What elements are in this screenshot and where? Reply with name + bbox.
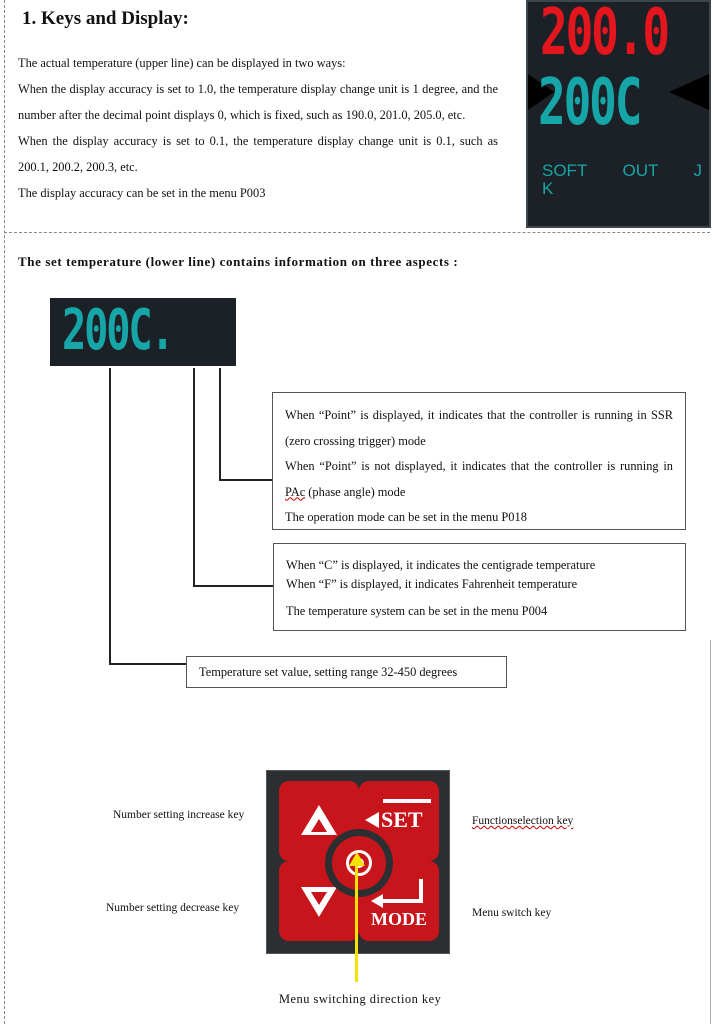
function-key-label: Functionselection key — [472, 815, 574, 827]
actual-temperature-readout: 200.0 — [540, 0, 668, 70]
set-key-label: SET — [381, 807, 423, 832]
intro-line-3: When the display accuracy is set to 0.1, the temperature display change unit is 0.1, such as 200.1, 200.2, 200.3, etc. — [18, 134, 498, 174]
soft-label: SOFT — [542, 161, 588, 180]
lower-line-display-photo — [50, 298, 236, 366]
section-title: 1. Keys and Display: — [22, 8, 189, 29]
unit-callout-line-1: When “C” is displayed, it indicates the centigrade temperature — [286, 558, 596, 572]
page-left-border — [4, 0, 5, 1024]
unit-indicator: C — [614, 66, 641, 140]
intro-line-2: When the display accuracy is set to 1.0, the temperature display change unit is 1 degree, and the number after the decimal point displays 0, which is fixed, such as 190.0, 201.0, 205.0, etc. — [18, 82, 498, 122]
decrease-key-label: Number setting decrease key — [106, 902, 240, 914]
unit-connector-horizontal — [193, 585, 273, 587]
set-temperature-value: 200 — [538, 66, 615, 140]
return-arrow-icon — [371, 894, 383, 908]
point-connector-horizontal — [219, 479, 273, 481]
lower-line-readout: 200C. — [62, 298, 173, 363]
point-callout — [272, 392, 686, 530]
k-label: K — [542, 179, 554, 198]
pac-term: PAc — [285, 484, 306, 499]
unit-connector-vertical — [193, 368, 195, 587]
increase-key-label: Number setting increase key — [113, 809, 245, 821]
value-connector-vertical — [109, 368, 111, 665]
intro-line-4: The display accuracy can be set in the menu P003 — [18, 186, 266, 200]
out-label: OUT — [622, 161, 659, 180]
point-callout-line-3: The operation mode can be set in the menu P018 — [285, 510, 527, 524]
controller-display-photo — [526, 0, 711, 228]
page-right-border — [710, 640, 711, 1024]
point-callout-line-1: When “Point” is displayed, it indicates that the controller is running in SSR (zero crossing trigger) mode — [285, 408, 673, 448]
point-callout-line-2: When “Point” is not displayed, it indicates that the controller is running in PAc (phase angle) mode — [285, 459, 673, 499]
set-temperature-heading: The set temperature (lower line) contains information on three aspects : — [18, 254, 459, 269]
left-arrow-icon — [365, 812, 379, 828]
point-connector-vertical — [219, 368, 221, 481]
section-divider — [4, 232, 710, 233]
pointer-arrowhead-icon — [349, 852, 365, 866]
j-label: J — [693, 161, 702, 180]
unit-callout-line-3: The temperature system can be set in the menu P004 — [286, 604, 548, 618]
set-temperature-readout — [538, 66, 640, 140]
menu-switch-key-label: Menu switch key — [472, 907, 552, 919]
direction-pointer — [355, 860, 358, 982]
intro-text — [18, 50, 498, 206]
direction-key-label: Menu switching direction key — [279, 992, 442, 1006]
setvalue-callout: Temperature set value, setting range 32-450 degrees — [186, 656, 507, 688]
unit-callout — [273, 543, 686, 631]
mode-key-label: MODE — [371, 909, 427, 929]
intro-line-1: The actual temperature (upper line) can be displayed in two ways: — [18, 56, 346, 70]
display-bezel-right — [669, 74, 709, 110]
value-connector-horizontal — [109, 663, 186, 665]
unit-callout-line-2: When “F” is displayed, it indicates Fahrenheit temperature — [286, 577, 578, 591]
indicator-labels — [542, 162, 702, 198]
